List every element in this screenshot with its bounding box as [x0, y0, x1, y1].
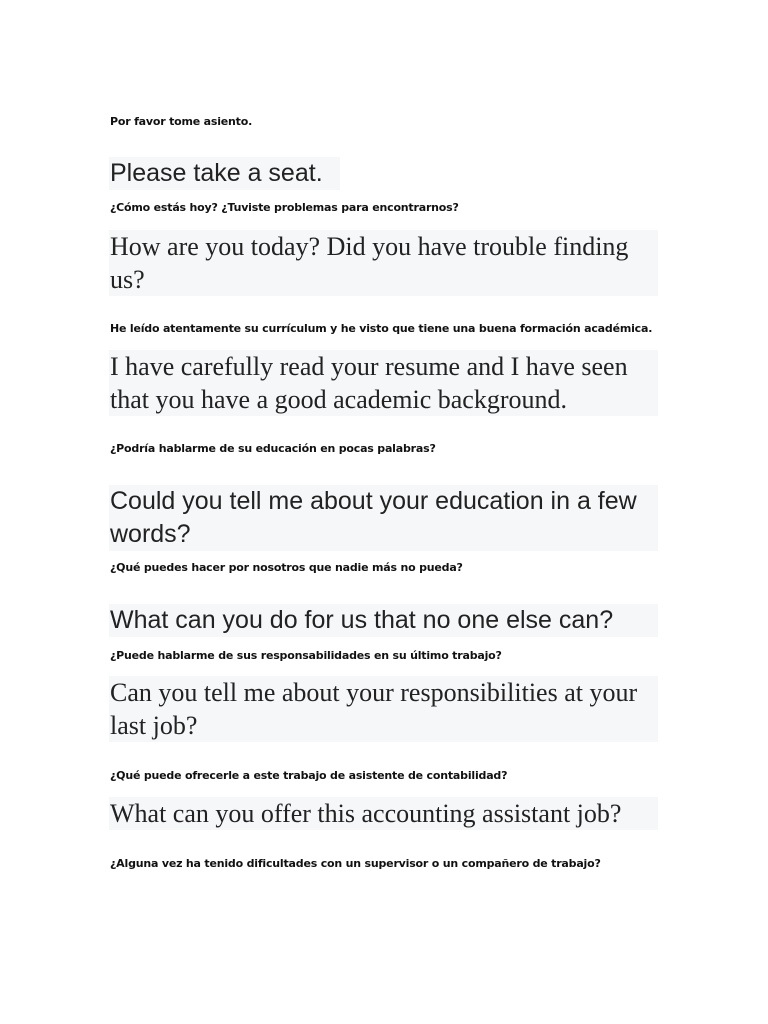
- english-translation: How are you today? Did you have trouble finding us?: [109, 230, 658, 296]
- spanish-phrase: ¿Podría hablarme de su educación en pocas palabras?: [110, 442, 436, 455]
- english-translation: Please take a seat.: [109, 157, 340, 190]
- spanish-phrase: ¿Alguna vez ha tenido dificultades con un supervisor o un compañero de trabajo?: [110, 857, 601, 870]
- spanish-phrase: ¿Qué puede ofrecerle a este trabajo de asistente de contabilidad?: [110, 769, 508, 782]
- spanish-phrase: ¿Puede hablarme de sus responsabilidades en su último trabajo?: [110, 649, 502, 662]
- english-translation: What can you offer this accounting assistant job?: [109, 797, 658, 830]
- spanish-phrase: ¿Qué puedes hacer por nosotros que nadie más no pueda?: [110, 561, 463, 574]
- spanish-phrase: He leído atentamente su currículum y he visto que tiene una buena formación académica.: [110, 322, 653, 335]
- spanish-phrase: ¿Cómo estás hoy? ¿Tuviste problemas para encontrarnos?: [110, 201, 459, 214]
- english-translation: Could you tell me about your education in a few words?: [109, 485, 658, 551]
- english-translation: Can you tell me about your responsibilities at your last job?: [109, 676, 658, 742]
- spanish-phrase: Por favor tome asiento.: [110, 115, 253, 128]
- english-translation: What can you do for us that no one else can?: [109, 604, 658, 637]
- english-translation: I have carefully read your resume and I have seen that you have a good academic background.: [109, 350, 658, 416]
